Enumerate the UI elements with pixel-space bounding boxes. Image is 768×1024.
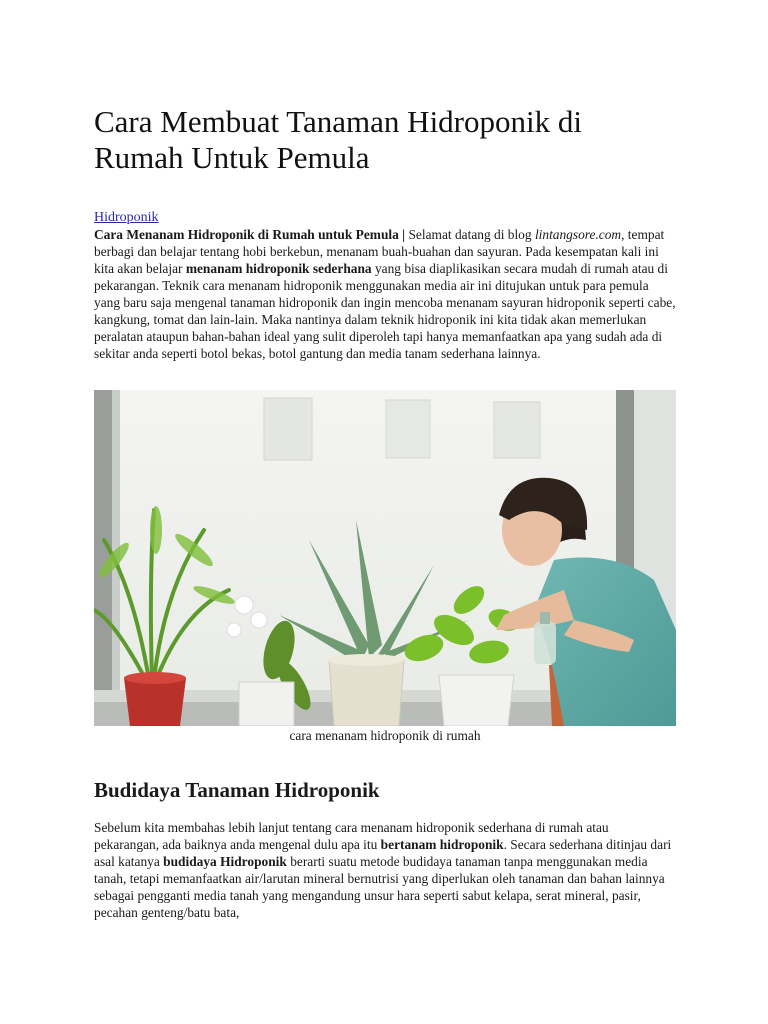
article-header [94, 104, 676, 362]
section-heading: Budidaya Tanaman Hidroponik [94, 778, 380, 802]
section-bold-b: budidaya Hidroponik [163, 854, 287, 869]
intro-lead: Cara Menanam Hidroponik di Rumah untuk Pemula [94, 227, 399, 242]
section-text-a: Sebelum kita membahas lebih lanjut tentang cara menanam hidroponik sederhana di rumah atau pekarangan, ada baiknya anda mengenal dulu apa itu [94, 820, 609, 852]
intro-bold-phrase: menanam hidroponik sederhana [185, 261, 372, 276]
intro-separator: | [398, 227, 409, 242]
intro-text-c: yang bisa diaplikasikan secara mudah di rumah atau di pekarangan. Teknik cara menanam hidroponik menggunakan media air ini ditujukan untuk para pemula yang baru saja mengenal tanaman hidroponik dan ingin mencoba menanam sayuran hidroponik seperti cabe, kangkung, tomat dan lain-lain. Maka nantinya dalam teknik hidroponik ini kita tidak akan memerlukan peralatan ataupun bahan-bahan ideal yang sulit diperoleh tapi hanya memanfaatkan apa yang sudah ada di sekitar anda seperti botol bekas, botol gantung dan media tanam sederhana lainnya. [94, 261, 676, 361]
section-paragraph [94, 819, 676, 921]
section-text-b: . Secara sederhana ditinjau dari asal katanya [94, 837, 672, 869]
intro-text-a: Selamat datang di blog [408, 227, 535, 242]
category-link[interactable]: Hidroponik [94, 210, 159, 225]
section-bold-a: bertanam hidroponik [380, 837, 504, 852]
intro-paragraph [94, 226, 676, 362]
article-photo [94, 390, 676, 726]
section-text-c: berarti suatu metode budidaya tanaman tanpa menggunakan media tanah, tetapi memanfaatkan air/larutan mineral bernutrisi yang diperlukan oleh tanaman dan bahan lainnya sebagai pengganti media tanah yang mengandung unsur hara seperti sabut kelapa, serat mineral, pasir, pecahan genteng/batu bata, [94, 854, 665, 920]
image-caption: cara menanam hidroponik di rumah [289, 728, 481, 743]
intro-text-b: , tempat berbagi dan belajar tentang hobi berkebun, menanam buah-buahan dan sayuran. Pada kesempatan kali ini kita akan belajar [94, 227, 665, 276]
site-name: lintangsore.com [534, 227, 622, 242]
article-title: Cara Membuat Tanaman Hidroponik di Rumah Untuk Pemula [94, 104, 582, 175]
